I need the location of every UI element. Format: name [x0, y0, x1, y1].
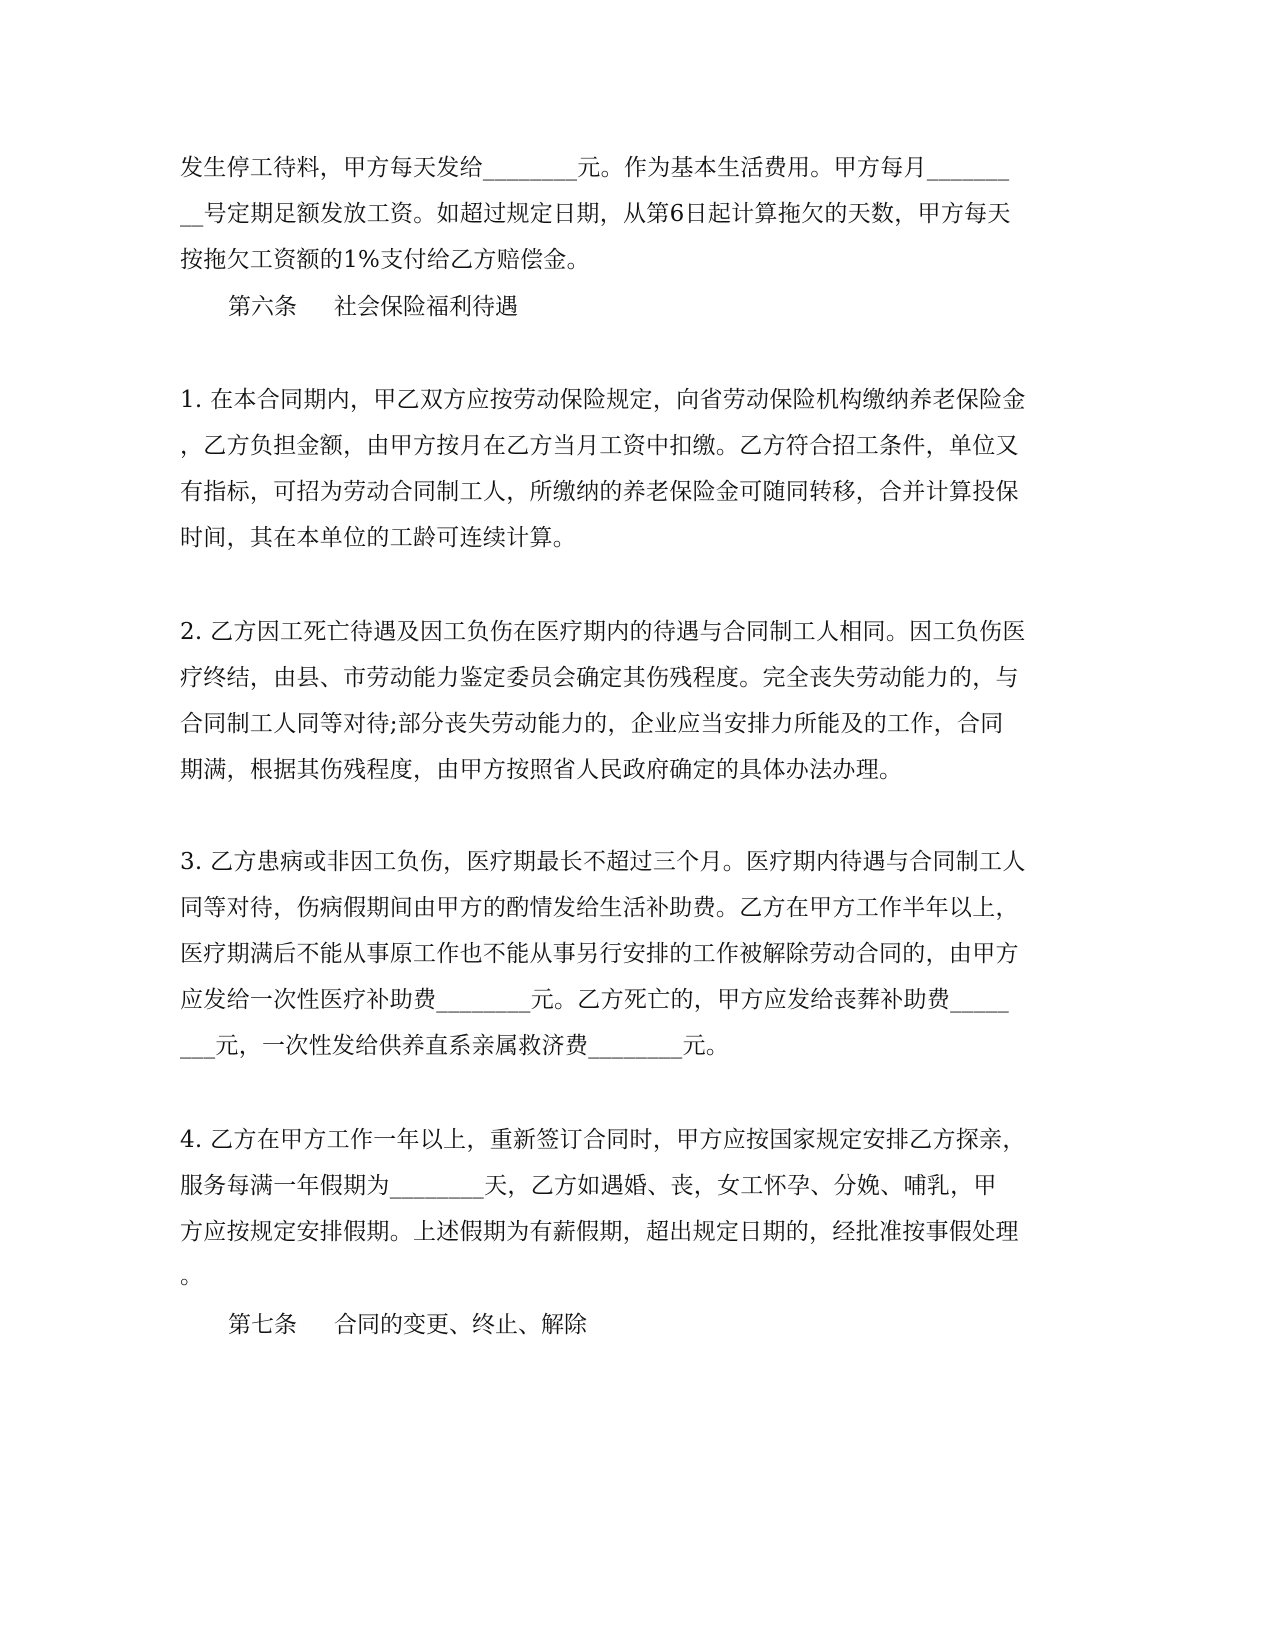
paragraph-line: 4. 乙方在甲方工作一年以上，重新签订合同时，甲方应按国家规定安排乙方探亲，: [180, 1127, 1026, 1153]
paragraph-line: 按拖欠工资额的1%支付给乙方赔偿金。: [180, 247, 590, 273]
paragraph-line: 服务每满一年假期为________天，乙方如遇婚、丧，女工怀孕、分娩、哺乳，甲: [180, 1173, 997, 1199]
paragraph-line: 方应按规定安排假期。上述假期为有薪假期，超出规定日期的，经批准按事假处理: [180, 1219, 1019, 1245]
paragraph-line: 同等对待，伤病假期间由甲方的酌情发给生活补助费。乙方在甲方工作半年以上，: [180, 895, 1019, 921]
paragraph-line: 疗终结，由县、市劳动能力鉴定委员会确定其伤残程度。完全丧失劳动能力的，与: [180, 665, 1019, 691]
paragraph-line: 。: [180, 1263, 204, 1289]
paragraph-line: 有指标，可招为劳动合同制工人，所缴纳的养老保险金可随同转移，合并计算投保: [180, 479, 1019, 505]
paragraph-line: 期满，根据其伤残程度，由甲方按照省人民政府确定的具体办法办理。: [180, 757, 903, 783]
paragraph-line: 医疗期满后不能从事原工作也不能从事另行安排的工作被解除劳动合同的，由甲方: [180, 941, 1019, 967]
article-number: 第六条: [228, 294, 297, 320]
paragraph-line: 1. 在本合同期内，甲乙双方应按劳动保险规定，向省劳动保险机构缴纳养老保险金: [180, 387, 1026, 413]
paragraph-line: ，乙方负担金额，由甲方按月在乙方当月工资中扣缴。乙方符合招工条件，单位又: [180, 433, 1019, 459]
paragraph-line: __号定期足额发放工资。如超过规定日期，从第6日起计算拖欠的天数，甲方每天: [180, 201, 1011, 227]
paragraph-line: 应发给一次性医疗补助费________元。乙方死亡的，甲方应发给丧葬补助费_____: [180, 987, 1010, 1013]
paragraph-line: 2. 乙方因工死亡待遇及因工负伤在医疗期内的待遇与合同制工人相同。因工负伤医: [180, 619, 1026, 645]
paragraph-line: ___元，一次性发给供养直系亲属救济费________元。: [180, 1033, 730, 1059]
article-7-heading: [228, 1311, 587, 1339]
paragraph-line: 3. 乙方患病或非因工负伤，医疗期最长不超过三个月。医疗期内待遇与合同制工人: [180, 849, 1026, 875]
article-number: 第七条: [228, 1312, 297, 1338]
article-title: 合同的变更、终止、解除: [334, 1312, 587, 1338]
paragraph-line: 时间，其在本单位的工龄可连续计算。: [180, 525, 577, 551]
paragraph-line: 合同制工人同等对待;部分丧失劳动能力的，企业应当安排力所能及的工作，合同: [180, 711, 1004, 737]
article-title: 社会保险福利待遇: [334, 294, 518, 320]
article-6-heading: [228, 293, 518, 321]
paragraph-line: 发生停工待料，甲方每天发给________元。作为基本生活费用。甲方每月_______: [180, 155, 1010, 181]
